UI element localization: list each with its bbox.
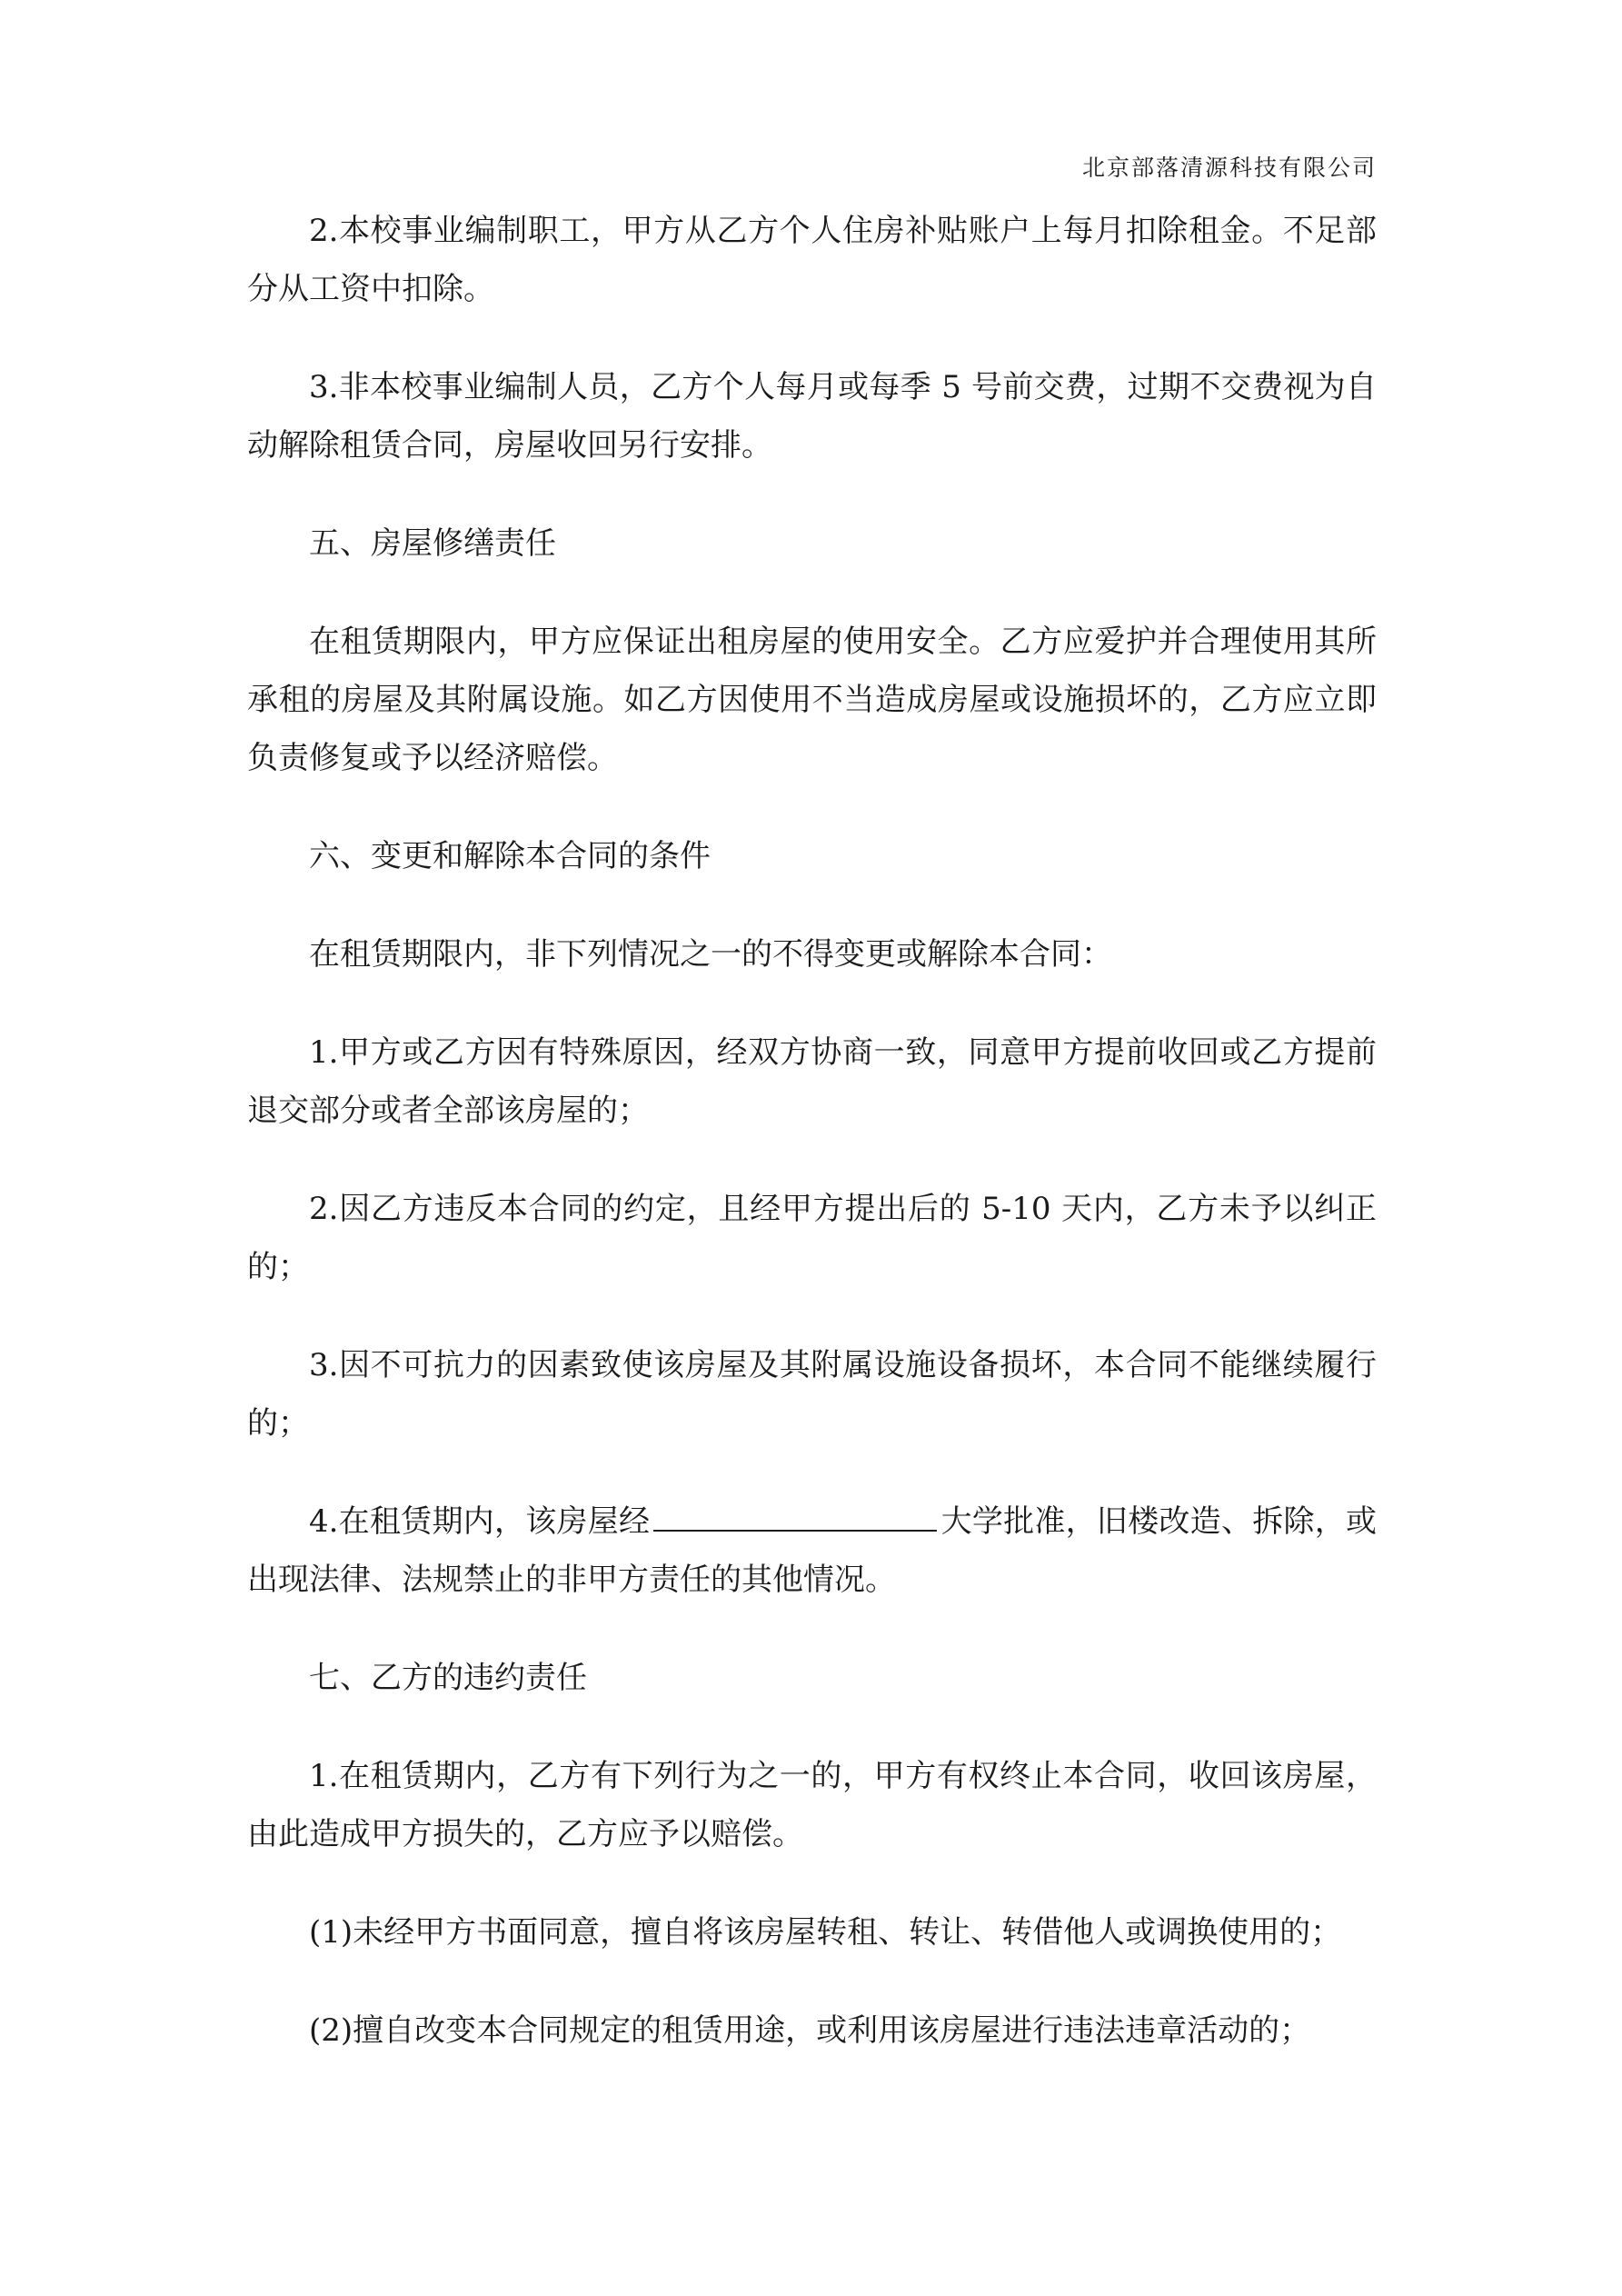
clause-5-body: 在租赁期限内，甲方应保证出租房屋的使用安全。乙方应爱护并合理使用其所承租的房屋及其附属设施。如乙方因使用不当造成房屋或设施损坏的，乙方应立即负责修复或予以经济赔偿。 <box>247 624 1377 776</box>
section-heading-6: 六、变更和解除本合同的条件 <box>309 838 711 874</box>
clause-6-item-4-end: 大学批准，旧楼改造、拆除，或出现法律、法规禁止的非甲方责任的其他情况。 <box>247 1503 1377 1598</box>
document-body <box>247 202 1377 2100</box>
clause-4-item-2: 2.本校事业编制职工，甲方从乙方个人住房补贴账户上每月扣除租金。不足部分从工资中扣除。 <box>247 213 1377 307</box>
clause-6-item-1: 1.甲方或乙方因有特殊原因，经双方协商一致，同意甲方提前收回或乙方提前退交部分或者全部该房屋的； <box>247 1034 1377 1129</box>
clause-7-sub-2: (2)擅自改变本合同规定的租赁用途，或利用该房屋进行违法违章活动的； <box>309 2012 1311 2049</box>
clause-6-intro: 在租赁期限内，非下列情况之一的不得变更或解除本合同： <box>309 936 1112 973</box>
clause-6-item-3: 3.因不可抗力的因素致使该房屋及其附属设施设备损坏，本合同不能继续履行的； <box>247 1347 1377 1442</box>
clause-7-sub-1: (1)未经甲方书面同意，擅自将该房屋转租、转让、转借他人或调换使用的； <box>309 1914 1342 1951</box>
section-heading-7: 七、乙方的违约责任 <box>309 1660 587 1696</box>
clause-6-item-4-start: 4.在租赁期内，该房屋经 <box>309 1503 651 1540</box>
fill-in-blank-university[interactable] <box>653 1499 937 1532</box>
clause-6-item-2: 2.因乙方违反本合同的约定，且经甲方提出后的 5-10 天内，乙方未予以纠正的； <box>247 1191 1377 1285</box>
clause-7-item-1: 1.在租赁期内，乙方有下列行为之一的，甲方有权终止本合同，收回该房屋，由此造成甲方损失的，乙方应予以赔偿。 <box>247 1758 1377 1852</box>
clause-6-item-4 <box>247 1492 1377 1609</box>
header-company-name: 北京部落清源科技有限公司 <box>1081 155 1377 181</box>
section-heading-5: 五、房屋修缮责任 <box>309 525 556 562</box>
clause-4-item-3: 3.非本校事业编制人员，乙方个人每月或每季 5 号前交费，过期不交费视为自动解除租赁合同，房屋收回另行安排。 <box>247 369 1377 464</box>
